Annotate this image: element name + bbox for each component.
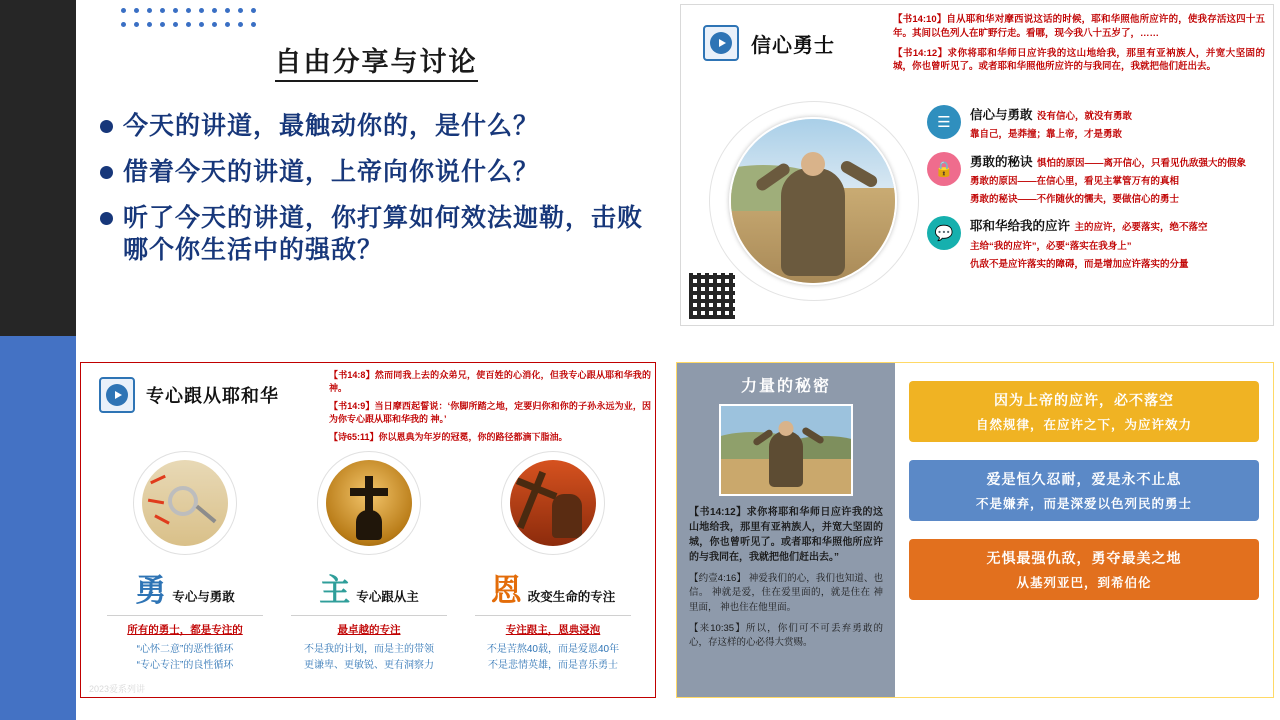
scripture-verse: 【书14:12】求你将耶和华师日应许我的这山地给我，那里有亚衲族人，并宽大坚固的城，你也曾听见了。或者耶和华照他所应许的与我同在，我就把他们赶出去。” <box>689 507 883 563</box>
column-note: 不是苦熬40载，而是爱恩40年 <box>486 644 620 655</box>
left-sidebar-dark <box>0 0 76 336</box>
divider <box>475 615 631 616</box>
discussion-question-list <box>100 110 666 280</box>
card-line-2: 自然规律，在应许之下，为应许效力 <box>975 418 1192 432</box>
dot-grid-decoration <box>121 8 256 34</box>
highlight-card <box>909 539 1259 600</box>
point-line: 主的应许，必要落实，绝不落空 <box>1074 222 1208 234</box>
layers-icon: ☰ <box>927 105 961 139</box>
slide-secret-of-strength[interactable] <box>676 362 1274 698</box>
highlight-card <box>909 460 1259 521</box>
illustration-prophet <box>719 404 853 496</box>
page-title <box>76 40 676 79</box>
column-highlight: 所有的勇士，都是专注的 <box>127 624 243 636</box>
three-column-group <box>93 451 645 673</box>
column-char: 恩 <box>490 573 522 608</box>
scripture-verse: 【来10:35】所以，你们可不可丢弃勇敢的心，存这样的心必得大赏赐。 <box>689 622 883 648</box>
column-grace <box>461 451 645 673</box>
slide-header <box>99 377 279 413</box>
scripture-verse: 【约壹4:16】 神爱我们的心，我们也知道、也信。 神就是爱，住在爱里面的，就是住在 神里面， 神也住在他里面。 <box>689 573 883 613</box>
list-item <box>927 216 1267 272</box>
slide-free-discussion[interactable] <box>76 0 676 336</box>
slide-follow-the-lord[interactable] <box>80 362 656 698</box>
bullet-icon <box>100 120 113 133</box>
column-char: 勇 <box>135 573 167 608</box>
scripture-verse: 【书14:12】求你将耶和华师日应许我的这山地给我，那里有亚衲族人，并宽大坚固的城，你也曾听见了。或者耶和华照他所应许的与我同在，我就把他们赶出去。 <box>893 47 1265 73</box>
card-line-1: 无惧最强仇敌，勇夺最美之地 <box>986 550 1182 566</box>
card-line-1: 因为上帝的应许，必不落空 <box>994 392 1174 408</box>
column-note: 不是悲情英雄，而是喜乐勇士 <box>488 659 618 671</box>
play-video-icon[interactable] <box>703 25 739 61</box>
lock-icon: 🔒 <box>927 152 961 186</box>
list-item-label: 借着今天的讲道，上帝向你说什么？ <box>123 158 540 186</box>
column-note: “专心专注”的良性循环 <box>136 659 234 671</box>
bullet-icon <box>100 212 113 225</box>
key-points-list <box>927 105 1267 281</box>
point-line: 主给“我的应许”，必要“落实在我身上” <box>970 240 1132 252</box>
point-heading: 勇敢的秘诀 <box>970 154 1033 169</box>
point-line: 惧怕的原因——离开信心，只看见仇敌强大的假象 <box>1036 157 1246 169</box>
divider <box>107 615 263 616</box>
carrying-cross-illustration <box>510 460 596 546</box>
qr-code-icon[interactable] <box>689 273 735 319</box>
list-item <box>100 110 666 142</box>
list-item <box>927 152 1267 208</box>
point-line: 没有信心，就没有勇敢 <box>1036 111 1132 122</box>
scripture-verse: 【书14:8】然而同我上去的众弟兄，使百姓的心消化，但我专心跟从耶和华我的 神。 <box>329 370 651 394</box>
watermark: 2023爱系列讲 <box>89 684 146 694</box>
highlight-card <box>909 381 1259 442</box>
scripture-verse: 【书14:10】自从耶和华对摩西说这话的时候，耶和华照他所应许的，使我存活这四十五年。其间以色列人在旷野行走。看哪，现今我八十五岁了，…… <box>893 14 1265 39</box>
list-item <box>100 202 666 266</box>
column-note: “心怀二意”的恶性循环 <box>136 644 234 655</box>
point-heading: 耶和华给我的应许 <box>970 219 1071 234</box>
chat-icon: 💬 <box>927 216 961 250</box>
point-line: 靠自己，是莽撞；靠上帝，才是勇敢 <box>970 129 1123 141</box>
scripture-block <box>893 13 1265 80</box>
scripture-verse: 【书14:9】当日摩西起誓说：‘你脚所踏之地，定要归你和你的子孙永远为业，因为你专心跟从耶和华我的 神。’ <box>329 401 651 425</box>
list-item <box>100 156 666 188</box>
list-item <box>927 105 1267 143</box>
column-highlight: 专注跟主，恩典浸泡 <box>505 624 601 636</box>
slide-title: 信心勇士 <box>751 34 835 57</box>
list-item-label: 今天的讲道，最触动你的，是什么？ <box>123 112 540 140</box>
slide-title: 力量的秘密 <box>740 378 831 395</box>
power-card-list <box>895 363 1273 697</box>
column-subtitle: 专心与勇敢 <box>172 590 235 604</box>
column-highlight: 最卓越的专注 <box>337 624 401 636</box>
list-item-label: 听了今天的讲道，你打算如何效法迦勒，击败哪个你生活中的强敌？ <box>123 204 644 264</box>
decorative-ring <box>501 451 605 555</box>
column-subtitle: 专心跟从主 <box>356 590 419 604</box>
magnifier-illustration <box>142 460 228 546</box>
illustration-prophet <box>729 117 897 285</box>
card-line-1: 爱是恒久忍耐，爱是永不止息 <box>986 471 1182 487</box>
decorative-ring <box>317 451 421 555</box>
card-line-2: 从基列亚巴，到希伯伦 <box>1016 576 1152 590</box>
scripture-verse: 【诗65:11】你以恩典为年岁的冠冕，你的路径都滴下脂油。 <box>329 432 568 443</box>
point-line: 勇敢的原因——在信心里，看见主掌管万有的真相 <box>970 175 1180 187</box>
card-line-2: 不是嫌弃，而是深爱以色列民的勇士 <box>975 497 1192 511</box>
slide-title: 专心跟从耶和华 <box>146 386 279 406</box>
point-heading: 信心与勇敢 <box>970 108 1033 122</box>
scripture-block <box>329 369 651 449</box>
column-note: 更谦卑、更敏锐、更有洞察力 <box>304 659 434 671</box>
decorative-ring <box>133 451 237 555</box>
power-left-panel <box>677 363 895 697</box>
slide-faith-warrior[interactable] <box>680 4 1274 326</box>
point-line: 勇敢的秘诀——不作随伙的懦夫，要做信心的勇士 <box>970 194 1180 205</box>
column-char: 主 <box>319 573 351 608</box>
column-lord <box>277 451 461 673</box>
play-video-icon[interactable] <box>99 377 135 413</box>
divider <box>291 615 447 616</box>
column-note: 不是我的计划，而是主的带领 <box>304 644 434 655</box>
column-subtitle: 改变生命的专注 <box>527 590 616 604</box>
cross-silhouette-illustration <box>326 460 412 546</box>
slide-header <box>703 25 835 61</box>
left-sidebar-blue <box>0 336 76 720</box>
bullet-icon <box>100 166 113 179</box>
page-title-text: 自由分享与讨论 <box>275 47 478 82</box>
point-line: 仇敌不是应许落实的障碍，而是增加应许落实的分量 <box>970 258 1189 270</box>
column-courage <box>93 451 277 673</box>
